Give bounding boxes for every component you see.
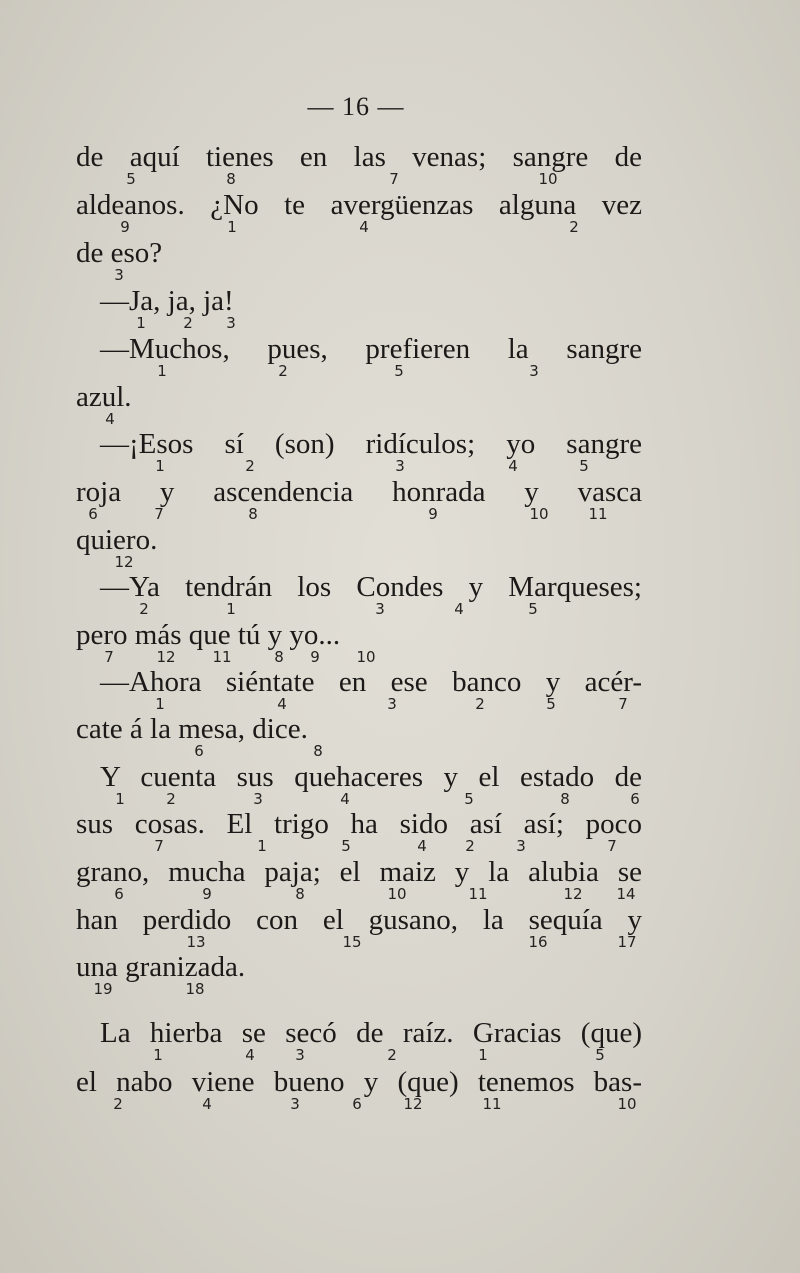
word-order-number: 8 — [248, 505, 258, 523]
word-order-number: 10 — [356, 648, 376, 666]
word-order-number: 11 — [468, 885, 488, 903]
word-order-numbers — [0, 410, 800, 428]
word-order-number: 8 — [295, 885, 305, 903]
word-order-number: 1 — [155, 457, 165, 475]
text-line: La hierba se secó de raíz. Gracias (que) — [100, 1017, 642, 1049]
word-order-numbers — [0, 742, 800, 760]
word-order-number: 7 — [607, 837, 617, 855]
text-line: de aquí tienes en las venas; sangre de — [76, 141, 642, 173]
word-order-number: 3 — [375, 600, 385, 618]
word-order-number: 2 — [569, 218, 579, 236]
word-order-number: 4 — [340, 790, 350, 808]
word-order-number: 4 — [202, 1095, 212, 1113]
text-line: grano, mucha paja; el maiz y la alubia se — [76, 856, 642, 888]
word-order-number: 10 — [538, 170, 558, 188]
word-order-number: 3 — [529, 362, 539, 380]
word-order-numbers — [0, 933, 800, 951]
word-order-number: 9 — [428, 505, 438, 523]
text-line: —Muchos, pues, prefieren la sangre — [100, 333, 642, 365]
word-order-numbers — [0, 1095, 800, 1113]
word-order-number: 7 — [154, 505, 164, 523]
word-order-number: 9 — [202, 885, 212, 903]
word-order-number: 12 — [114, 553, 134, 571]
text-line: pero más que tú y yo... — [76, 619, 341, 651]
word-order-number: 9 — [120, 218, 130, 236]
word-order-number: 2 — [278, 362, 288, 380]
word-order-number: 1 — [257, 837, 267, 855]
word-order-number: 15 — [342, 933, 362, 951]
word-order-number: 5 — [126, 170, 136, 188]
text-line: roja y ascendencia honrada y vasca — [76, 476, 642, 508]
word-order-number: 5 — [341, 837, 351, 855]
text-line: —¡Esos sí (son) ridículos; yo sangre — [100, 428, 642, 460]
text-line: una granizada. — [76, 951, 246, 983]
word-order-number: 1 — [136, 314, 146, 332]
word-order-number: 4 — [105, 410, 115, 428]
word-order-numbers — [0, 553, 800, 571]
word-order-number: 17 — [617, 933, 637, 951]
word-order-number: 2 — [139, 600, 149, 618]
text-line: aldeanos. ¿No te avergüenzas alguna vez — [76, 189, 642, 221]
word-order-number: 11 — [588, 505, 608, 523]
text-line: —Ya tendrán los Condes y Marqueses; — [100, 571, 642, 603]
word-order-number: 2 — [166, 790, 176, 808]
word-order-numbers — [0, 266, 800, 284]
word-order-number: 5 — [546, 695, 556, 713]
word-order-number: 1 — [153, 1046, 163, 1064]
text-line: azul. — [76, 381, 132, 413]
word-order-number: 2 — [245, 457, 255, 475]
word-order-number: 4 — [277, 695, 287, 713]
word-order-number: 8 — [226, 170, 236, 188]
word-order-number: 7 — [154, 837, 164, 855]
word-order-number: 3 — [114, 266, 124, 284]
word-order-number: 3 — [387, 695, 397, 713]
word-order-numbers — [0, 362, 800, 380]
word-order-number: 2 — [183, 314, 193, 332]
word-order-numbers — [0, 648, 800, 666]
word-order-number: 6 — [88, 505, 98, 523]
word-order-number: 10 — [387, 885, 407, 903]
word-order-number: 2 — [475, 695, 485, 713]
word-order-number: 12 — [403, 1095, 423, 1113]
text-line: —Ja, ja, ja! — [100, 285, 234, 317]
word-order-number: 6 — [194, 742, 204, 760]
word-order-number: 4 — [417, 837, 427, 855]
text-line: quiero. — [76, 524, 158, 556]
text-line: el nabo viene bueno y (que) tenemos bas- — [76, 1066, 642, 1098]
word-order-number: 1 — [155, 695, 165, 713]
word-order-number: 3 — [226, 314, 236, 332]
word-order-number: 4 — [454, 600, 464, 618]
word-order-number: 10 — [617, 1095, 637, 1113]
word-order-numbers — [0, 600, 800, 618]
word-order-number: 3 — [395, 457, 405, 475]
text-line: Y cuenta sus quehaceres y el estado de — [100, 761, 642, 793]
text-line: han perdido con el gusano, la sequía y — [76, 904, 642, 936]
word-order-number: 19 — [93, 980, 113, 998]
word-order-number: 10 — [529, 505, 549, 523]
text-line: cate á la mesa, dice. — [76, 713, 308, 745]
word-order-numbers — [0, 695, 800, 713]
word-order-number: 7 — [389, 170, 399, 188]
word-order-number: 9 — [310, 648, 320, 666]
word-order-numbers — [0, 885, 800, 903]
word-order-number: 3 — [516, 837, 526, 855]
word-order-number: 5 — [528, 600, 538, 618]
word-order-number: 5 — [464, 790, 474, 808]
word-order-number: 3 — [253, 790, 263, 808]
word-order-numbers — [0, 980, 800, 998]
word-order-number: 11 — [482, 1095, 502, 1113]
text-line: sus cosas. El trigo ha sido así así; poco — [76, 808, 642, 840]
word-order-number: 7 — [618, 695, 628, 713]
word-order-number: 6 — [630, 790, 640, 808]
word-order-number: 1 — [478, 1046, 488, 1064]
word-order-number: 2 — [387, 1046, 397, 1064]
word-order-numbers — [0, 1046, 800, 1064]
word-order-numbers — [0, 218, 800, 236]
word-order-number: 1 — [226, 600, 236, 618]
word-order-number: 3 — [295, 1046, 305, 1064]
word-order-number: 7 — [104, 648, 114, 666]
word-order-number: 2 — [465, 837, 475, 855]
word-order-number: 5 — [595, 1046, 605, 1064]
word-order-number: 6 — [114, 885, 124, 903]
word-order-number: 5 — [579, 457, 589, 475]
word-order-number: 4 — [508, 457, 518, 475]
word-order-numbers — [0, 457, 800, 475]
word-order-number: 4 — [359, 218, 369, 236]
word-order-numbers — [0, 314, 800, 332]
text-line: —Ahora siéntate en ese banco y acér- — [100, 666, 642, 698]
word-order-number: 2 — [113, 1095, 123, 1113]
word-order-number: 11 — [212, 648, 232, 666]
word-order-number: 5 — [394, 362, 404, 380]
word-order-number: 8 — [560, 790, 570, 808]
word-order-number: 14 — [616, 885, 636, 903]
word-order-number: 3 — [290, 1095, 300, 1113]
word-order-number: 12 — [563, 885, 583, 903]
page-number: — 16 — — [307, 92, 405, 121]
word-order-number: 1 — [115, 790, 125, 808]
word-order-number: 12 — [156, 648, 176, 666]
word-order-number: 6 — [352, 1095, 362, 1113]
word-order-number: 1 — [157, 362, 167, 380]
word-order-numbers — [0, 170, 800, 188]
word-order-numbers — [0, 837, 800, 855]
word-order-number: 8 — [313, 742, 323, 760]
text-line: de eso? — [76, 237, 163, 269]
word-order-number: 16 — [528, 933, 548, 951]
word-order-number: 4 — [245, 1046, 255, 1064]
word-order-number: 18 — [185, 980, 205, 998]
word-order-numbers — [0, 790, 800, 808]
word-order-number: 8 — [274, 648, 284, 666]
word-order-numbers — [0, 505, 800, 523]
word-order-number: 13 — [186, 933, 206, 951]
word-order-number: 1 — [227, 218, 237, 236]
